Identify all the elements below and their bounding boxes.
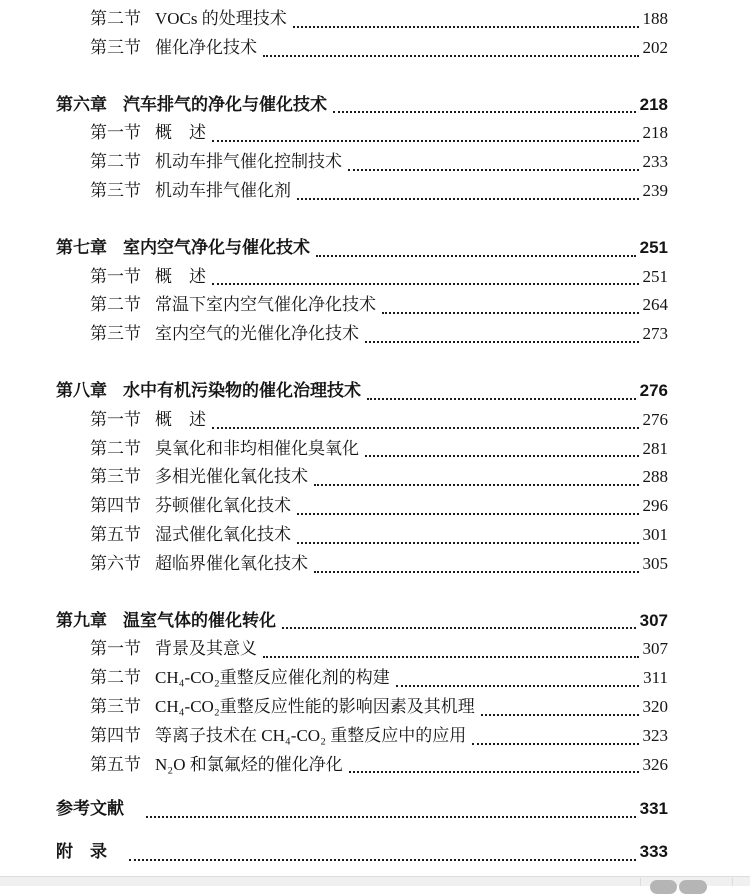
toc-entry bbox=[56, 406, 668, 435]
dot-leader bbox=[365, 455, 639, 457]
toc-entry bbox=[56, 234, 668, 263]
toc-entry-label: 第三节 bbox=[90, 696, 141, 716]
toc-entry-page: 276 bbox=[639, 380, 668, 400]
toc-entry bbox=[56, 521, 668, 550]
dot-leader bbox=[146, 816, 636, 818]
toc-entry bbox=[56, 263, 668, 292]
dot-leader bbox=[348, 169, 639, 171]
dot-leader bbox=[382, 312, 639, 314]
toc-entry-label: 第六节 bbox=[90, 553, 141, 573]
toc-entry-page: 331 bbox=[639, 799, 668, 819]
toc-entry-title: 机动车排气催化控制技术 bbox=[155, 152, 342, 172]
toc-entry-page: 301 bbox=[642, 524, 668, 544]
toc-entry bbox=[56, 635, 668, 664]
toc-entry-label: 附 录 bbox=[56, 842, 107, 862]
toc-entry-page: 326 bbox=[642, 754, 668, 774]
toc-entry-label: 第二节 bbox=[90, 9, 141, 28]
toc-entry-title: CH₄-CO₂重整反应性能的影响因素及其机理 bbox=[155, 696, 475, 716]
toc-entry-title: 湿式催化氧化技术 bbox=[155, 524, 291, 544]
toc-entry-label: 第四节 bbox=[90, 725, 141, 745]
toc-entry-label: 第三节 bbox=[90, 467, 141, 487]
bottom-bar-divider bbox=[732, 878, 733, 886]
toc-entry-label: 第九章 bbox=[56, 610, 107, 630]
toc-entry-page: 288 bbox=[642, 467, 668, 487]
toc-entry-page: 251 bbox=[642, 266, 668, 286]
dot-leader bbox=[333, 111, 636, 113]
toc-entry-title: 芬顿催化氧化技术 bbox=[155, 496, 291, 516]
toc-entry-page: 281 bbox=[642, 438, 668, 458]
toc-entry-page: 202 bbox=[642, 37, 668, 57]
toc-entry-title: 温室气体的催化转化 bbox=[123, 610, 276, 630]
dot-leader bbox=[365, 341, 639, 343]
toc-entry-label: 第三节 bbox=[90, 324, 141, 344]
toc-entry-title: 汽车排气的净化与催化技术 bbox=[123, 94, 327, 114]
toc-entry-page: 276 bbox=[642, 409, 668, 429]
toc-entry-title: 多相光催化氧化技术 bbox=[155, 467, 308, 487]
toc-entry bbox=[56, 722, 668, 751]
dot-leader bbox=[297, 542, 639, 544]
toc-entry-title: CH₄-CO₂重整反应催化剂的构建 bbox=[155, 668, 390, 688]
toc-entry-title: 概 述 bbox=[155, 266, 206, 286]
toc-entry-title: N₂O 和氯氟烃的催化净化 bbox=[155, 754, 343, 774]
toc-entry-title: 室内空气的光催化净化技术 bbox=[155, 324, 359, 344]
dot-leader bbox=[293, 26, 639, 28]
toc-entry-title: VOCs 的处理技术 bbox=[155, 9, 287, 28]
toc-entry bbox=[56, 607, 668, 636]
toc-entry bbox=[56, 91, 668, 120]
toc-entry bbox=[56, 693, 668, 722]
toc-entry bbox=[56, 148, 668, 177]
toc-entry bbox=[56, 5, 668, 34]
toc-entry-page: 311 bbox=[643, 668, 668, 688]
toc-entry-label: 第八章 bbox=[56, 380, 107, 400]
dot-leader bbox=[481, 714, 639, 716]
toc-entry-page: 218 bbox=[642, 123, 668, 143]
toc-entry-title: 超临界催化氧化技术 bbox=[155, 553, 308, 573]
toc-entry-label: 第三节 bbox=[90, 37, 141, 57]
dot-leader bbox=[349, 771, 639, 773]
dot-leader bbox=[314, 571, 639, 573]
dot-leader bbox=[367, 398, 636, 400]
toc-entry-label: 第一节 bbox=[90, 639, 141, 659]
toc-entry-title: 室内空气净化与催化技术 bbox=[123, 237, 310, 257]
toc-entry-label: 第二节 bbox=[90, 295, 141, 315]
toc-entry-title: 概 述 bbox=[155, 123, 206, 143]
viewer-bottom-bar bbox=[0, 876, 750, 886]
dot-leader bbox=[129, 859, 636, 861]
toc-entry-title: 水中有机污染物的催化治理技术 bbox=[123, 380, 361, 400]
toc-entry-title: 催化净化技术 bbox=[155, 37, 257, 57]
toc-entry-label: 第五节 bbox=[90, 754, 141, 774]
toc-entry bbox=[56, 377, 668, 406]
toc-entry-page: 305 bbox=[642, 553, 668, 573]
dot-leader bbox=[396, 685, 639, 687]
dot-leader bbox=[316, 255, 636, 257]
toc-entry-label: 第一节 bbox=[90, 409, 141, 429]
toc-entry bbox=[56, 320, 668, 349]
toc-entry-page: 233 bbox=[642, 152, 668, 172]
toc-entry-title: 机动车排气催化剂 bbox=[155, 180, 291, 200]
toc-entry bbox=[56, 119, 668, 148]
dot-leader bbox=[297, 513, 639, 515]
dot-leader bbox=[297, 198, 639, 200]
dot-leader bbox=[472, 743, 638, 745]
toc-entry-title: 臭氧化和非均相催化臭氧化 bbox=[155, 438, 359, 458]
toc-entry-label: 第三节 bbox=[90, 180, 141, 200]
toc-entry-page: 307 bbox=[639, 610, 668, 630]
dot-leader bbox=[212, 140, 639, 142]
toc-entry bbox=[56, 177, 668, 206]
toc-entry-label: 第七章 bbox=[56, 237, 107, 257]
nav-button-next[interactable] bbox=[679, 880, 707, 894]
toc-entry-page: 296 bbox=[642, 496, 668, 516]
toc-entry-label: 第一节 bbox=[90, 123, 141, 143]
toc-entry-label: 第一节 bbox=[90, 266, 141, 286]
toc-entry bbox=[56, 291, 668, 320]
toc-entry bbox=[56, 492, 668, 521]
dot-leader bbox=[314, 484, 639, 486]
toc-entry bbox=[56, 664, 668, 693]
toc-entry-label: 第二节 bbox=[90, 668, 141, 688]
toc-entry-label: 第二节 bbox=[90, 152, 141, 172]
toc-entry-page: 239 bbox=[642, 180, 668, 200]
toc-entry bbox=[56, 550, 668, 579]
dot-leader bbox=[263, 55, 639, 57]
toc-entry-page: 273 bbox=[642, 324, 668, 344]
toc-entry-page: 307 bbox=[642, 639, 668, 659]
dot-leader bbox=[282, 627, 636, 629]
toc-entry-page: 264 bbox=[642, 295, 668, 315]
toc-entry-label: 第四节 bbox=[90, 496, 141, 516]
toc-entry-page: 320 bbox=[642, 696, 668, 716]
toc-entry-title: 常温下室内空气催化净化技术 bbox=[155, 295, 376, 315]
toc-entry-page: 218 bbox=[639, 94, 668, 114]
bottom-bar-divider bbox=[640, 878, 641, 886]
toc-entry bbox=[56, 435, 668, 464]
toc-entry-page: 251 bbox=[639, 237, 668, 257]
dot-leader bbox=[212, 427, 639, 429]
toc-entry-page: 323 bbox=[642, 725, 668, 745]
dot-leader bbox=[212, 283, 639, 285]
nav-button-previous[interactable] bbox=[650, 880, 677, 894]
toc-entry-page: 333 bbox=[639, 842, 668, 862]
toc-entry bbox=[56, 795, 668, 824]
toc-entry-title: 等离子技术在 CH₄-CO₂ 重整反应中的应用 bbox=[155, 725, 467, 745]
toc-entry-label: 第六章 bbox=[56, 94, 107, 114]
toc-entry-label: 第五节 bbox=[90, 524, 141, 544]
toc-entry-label: 参考文献 bbox=[56, 799, 124, 819]
dot-leader bbox=[263, 656, 639, 658]
toc-entry bbox=[56, 463, 668, 492]
toc-entry bbox=[56, 34, 668, 63]
toc-entry-page: 188 bbox=[642, 9, 668, 28]
toc-entry bbox=[56, 838, 668, 867]
toc-entry bbox=[56, 751, 668, 780]
toc-entry-title: 背景及其意义 bbox=[155, 639, 257, 659]
toc-entry-title: 概 述 bbox=[155, 409, 206, 429]
toc-entry-label: 第二节 bbox=[90, 438, 141, 458]
